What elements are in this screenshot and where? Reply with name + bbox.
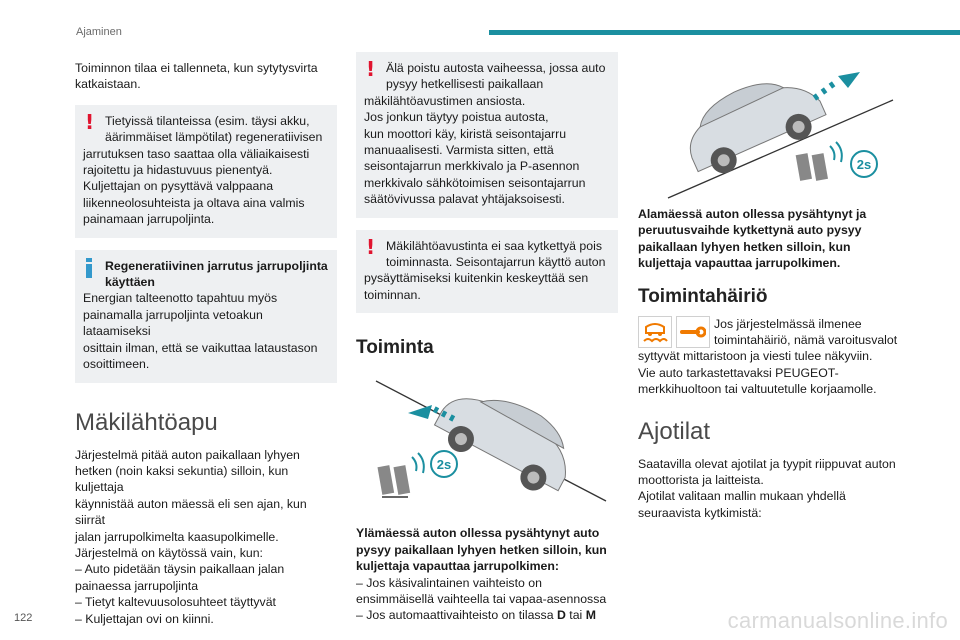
hill-start-body <box>75 447 337 627</box>
section-heading-malfunction: Toimintahäiriö <box>638 285 768 307</box>
body-line: Järjestelmä on käytössä vain, kun: <box>75 545 263 560</box>
caption-line: peruutusvaihde kytkettynä auto pysyy <box>638 223 862 238</box>
info-title-line: käyttäen <box>105 275 155 290</box>
body-line: – Tietyt kaltevuusolosuhteet täyttyvät <box>75 595 276 610</box>
warning-line: mäkilähtöavustimen ansiosta. <box>364 93 526 108</box>
timer-label: 2s <box>436 457 452 473</box>
warning-icon: ! <box>85 109 95 134</box>
caption-line: Alamäessä auton ollessa pysähtynyt ja <box>638 207 867 221</box>
caption-line: kuljettaja vapauttaa jarrupolkimen. <box>638 256 841 271</box>
warning-line: kun moottori käy, kiristä seisontajarru <box>364 126 567 141</box>
warning-line: Jos jonkun täytyy poistua autosta, <box>364 110 549 125</box>
downhill-caption <box>638 206 900 272</box>
info-body-line: painamalla jarrupoljinta vetoakun lataamiseksi <box>83 307 263 339</box>
warning-line: liikenneolosuhteista ja oltava aina valmis <box>83 195 305 210</box>
info-icon-glyph <box>85 258 93 278</box>
warning-line: seisontajarrun merkkivalo ja P-asennon <box>364 159 580 174</box>
gear-d-label: D <box>556 608 566 623</box>
pedals-icon <box>796 142 842 181</box>
downhill-car-illustration <box>638 60 900 202</box>
wrench-glyph <box>680 324 706 340</box>
timer-2s-icon <box>431 451 457 477</box>
body-line: jalan jarrupolkimelta kaasupolkimelle. <box>75 529 279 544</box>
body-line: Ajotilat valitaan mallin mukaan yhdellä <box>638 489 846 504</box>
section-heading-hill-start: Mäkilähtöapu <box>75 408 218 436</box>
warning-box-regen <box>75 105 337 238</box>
body-line: – Jos käsivalintainen vaihteisto on <box>356 575 542 590</box>
column-middle <box>356 52 618 624</box>
warning-icon: ! <box>366 57 376 81</box>
section-heading-operation: Toiminta <box>356 337 434 359</box>
body-line: hetken (noin kaksi sekuntia) silloin, kun kuljettaja <box>75 463 289 495</box>
timer-label: 2s <box>856 157 872 172</box>
uphill-caption <box>356 525 618 623</box>
warning-line: äärimmäiset lämpötilat) regeneratiivisen <box>105 130 323 145</box>
uphill-car-illustration <box>356 371 618 521</box>
body-line: Saatavilla olevat ajotilat ja tyypit riippuvat auton <box>638 456 896 471</box>
body-line: – Auto pidetään täysin paikallaan jalan <box>75 562 285 577</box>
warning-box-leave-car <box>356 52 618 218</box>
backward-arrow-icon <box>813 72 860 101</box>
warning-line: pysäyttämiseksi kuitenkin keskeyttää sen <box>364 271 589 286</box>
body-line: painaessa jarrupoljinta <box>75 578 199 593</box>
intro-paragraph: Toiminnon tilaa ei tallenneta, kun sytytysvirta katkaistaan. <box>75 61 318 92</box>
gear-m-label: M <box>585 608 596 623</box>
body-line: – Kuljettajan ovi on kiinni. <box>75 611 214 626</box>
warning-line: säätövivussa palavat yhtäjaksoisesti. <box>364 192 565 207</box>
malfunction-block <box>638 316 900 398</box>
malfunction-line: Vie auto tarkastettavaksi PEUGEOT- <box>638 365 839 380</box>
info-body-line: osoittimeen. <box>83 357 150 372</box>
column-left <box>75 60 337 627</box>
info-icon <box>85 258 93 280</box>
caption-line: kuljettaja vapauttaa jarrupolkimen: <box>356 559 559 574</box>
hill-assist-warning-light-icon <box>638 316 672 348</box>
warning-line: rajoitettu ja hidastuvuus pienentyä. <box>83 163 273 178</box>
info-box-regen-pedal <box>75 250 337 383</box>
section-heading-drive-modes: Ajotilat <box>638 417 711 445</box>
car-slope-glyph <box>642 321 668 343</box>
page-number: 122 <box>14 612 33 624</box>
malfunction-line: merkkihuoltoon tai valtuutetulle korjaamolle. <box>638 382 877 397</box>
car-icon <box>428 374 585 503</box>
body-line-automatic <box>356 607 618 623</box>
warning-lights-group <box>638 316 710 348</box>
header-section-title: Ajaminen <box>76 26 122 38</box>
caption-line: pysyy paikallaan lyhyen hetken silloin, kun <box>356 542 607 557</box>
warning-box-deactivate <box>356 230 618 314</box>
warning-line: Mäkilähtöavustinta ei saa kytkettyä pois <box>386 238 602 253</box>
warning-line: manuaalisesti. Varmista sitten, että <box>364 143 554 158</box>
drive-modes-body <box>638 456 900 522</box>
warning-line: merkkivalo sähkötoimisen seisontajarrun <box>364 175 586 190</box>
warning-line: jarrutuksen taso saattaa olla väliaikaisesti <box>83 146 310 161</box>
body-line: Järjestelmä pitää auton paikallaan lyhyen <box>75 447 300 462</box>
service-wrench-icon <box>676 316 710 348</box>
warning-line: Kuljettajan on pysyttävä valppaana <box>83 179 274 194</box>
body-line: seuraavista kytkimistä: <box>638 505 762 520</box>
column-right <box>638 54 900 521</box>
info-title-line: Regeneratiivinen jarrutus jarrupoljinta <box>105 258 328 273</box>
caption-line: paikallaan lyhyen hetken silloin, kun <box>638 239 851 254</box>
body-line: käynnistää auton mäessä eli sen ajan, kun siirrät <box>75 496 307 528</box>
malfunction-line: syttyvät mittaristoon ja viesti tulee näkyviin. <box>638 349 873 364</box>
text-fragment: – Jos automaattivaihteisto on tilassa <box>356 608 557 623</box>
warning-line: toiminnasta. Seisontajarrun käyttö auton <box>386 255 606 270</box>
info-body-line: Energian talteenotto tapahtuu myös <box>83 291 278 306</box>
body-line: ensimmäisellä vaihteella tai vapaa-asennossa <box>356 591 607 606</box>
pedals-icon <box>377 453 423 497</box>
warning-line: painamaan jarrupoljinta. <box>83 212 215 227</box>
body-line: moottorista ja laitteista. <box>638 473 764 488</box>
info-body-line: osittain ilman, että se vaikuttaa lataustason <box>83 340 318 355</box>
malfunction-line: Jos järjestelmässä ilmenee <box>714 316 862 331</box>
watermark-text: carmanualsonline.info <box>727 608 948 633</box>
header-accent-bar <box>489 30 960 35</box>
warning-line: Tietyissä tilanteissa (esim. täysi akku, <box>105 113 310 128</box>
warning-line: Älä poistu autosta vaiheessa, jossa auto <box>386 61 606 75</box>
warning-line: pysyy hetkellisesti paikallaan <box>386 77 544 92</box>
malfunction-line: toimintahäiriö, nämä varoitusvalot <box>714 333 898 348</box>
caption-line: Ylämäessä auton ollessa pysähtynyt auto <box>356 526 600 541</box>
warning-icon: ! <box>366 234 376 259</box>
text-fragment: tai <box>565 608 586 623</box>
timer-2s-icon <box>851 151 877 177</box>
warning-line: toiminnan. <box>364 287 421 302</box>
